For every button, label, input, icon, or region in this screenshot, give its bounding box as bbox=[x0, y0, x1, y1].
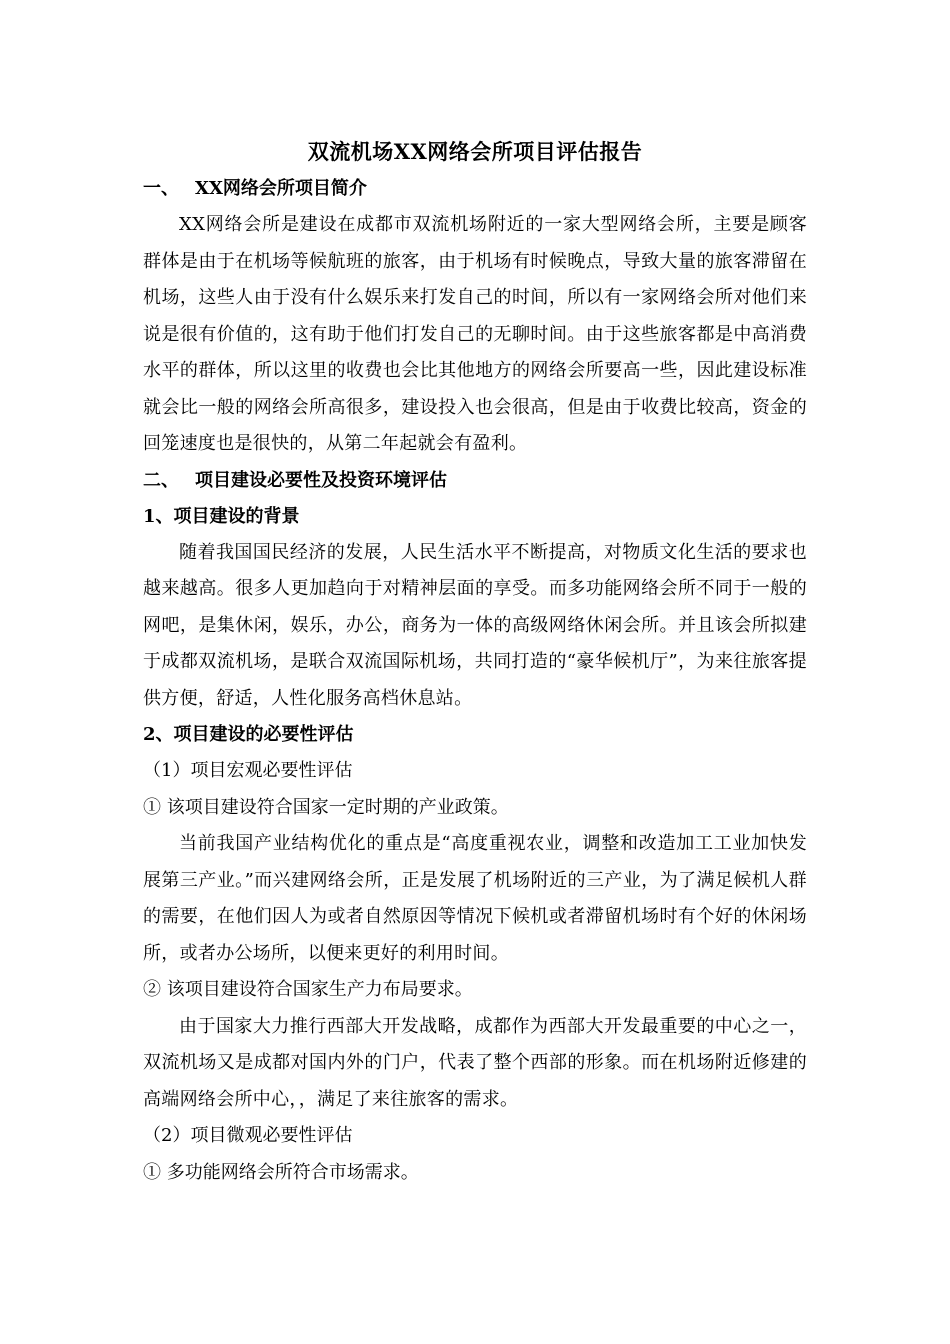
subsection-heading-background: 1、项目建设的背景 bbox=[143, 505, 300, 527]
item-industrial-policy: ① 该项目建设符合国家一定时期的产业政策。 bbox=[143, 796, 509, 818]
section-heading-text: 项目建设必要性及投资环境评估 bbox=[195, 469, 447, 491]
section-heading-2 bbox=[143, 463, 807, 499]
item-micro-necessity: （2）项目微观必要性评估 bbox=[143, 1125, 353, 1146]
item-macro-necessity: （1）项目宏观必要性评估 bbox=[143, 760, 353, 781]
paragraph-industrial-policy: 当前我国产业结构优化的重点是“高度重视农业，调整和改造加工工业加快发展第三产业。”而兴建网络会所，正是发展了机场附近的三产业，为了满足候机人群的需要，在他们因人为或者自然原因等情况下候机或者滞留机场时有个好的休闲场所，或者办公场所，以便来更好的利用时间。 bbox=[143, 833, 807, 964]
document-title: 双流机场XX网络会所项目评估报告 bbox=[307, 139, 643, 164]
paragraph-western-development: 由于国家大力推行西部大开发战略，成都作为西部大开发最重要的中心之一，双流机场又是成都对国内外的门户，代表了整个西部的形象。而在机场附近修建的高端网络会所中心，，满足了来往旅客的需求。 bbox=[143, 1015, 807, 1110]
item-productivity-layout: ② 该项目建设符合国家生产力布局要求。 bbox=[143, 979, 473, 1000]
subsection-heading-necessity: 2、项目建设的必要性评估 bbox=[143, 724, 354, 745]
section-heading-1 bbox=[143, 171, 807, 207]
section-number: 一、 bbox=[143, 178, 179, 199]
section-number: 二、 bbox=[143, 469, 179, 491]
section-heading-text: XX网络会所项目简介 bbox=[195, 178, 367, 199]
paragraph-background: 随着我国国民经济的发展，人民生活水平不断提高，对物质文化生活的要求也越来越高。很多人更加趋向于对精神层面的享受。而多功能网络会所不同于一般的网吧，是集休闲，娱乐，办公，商务为一体的高级网络休闲会所。并且该会所拟建于成都双流机场，是联合双流国际机场，共同打造的“豪华候机厅”，为来往旅客提供方便，舒适，人性化服务高档休息站。 bbox=[143, 541, 807, 709]
paragraph-project-intro: XX网络会所是建设在成都市双流机场附近的一家大型网络会所，主要是顾客群体是由于在机场等候航班的旅客，由于机场有时候晚点，导致大量的旅客滞留在机场，这些人由于没有什么娱乐来打发自己的时间，所以有一家网络会所对他们来说是很有价值的，这有助于他们打发自己的无聊时间。由于这些旅客都是中高消费水平的群体，所以这里的收费也会比其他地方的网络会所要高一些，因此建设标准就会比一般的网络会所高很多，建设投入也会很高，但是由于收费比较高，资金的回笼速度也是很快的，从第二年起就会有盈利。 bbox=[143, 214, 807, 454]
item-market-demand: ① 多功能网络会所符合市场需求。 bbox=[143, 1161, 419, 1183]
document-page bbox=[143, 132, 807, 1191]
